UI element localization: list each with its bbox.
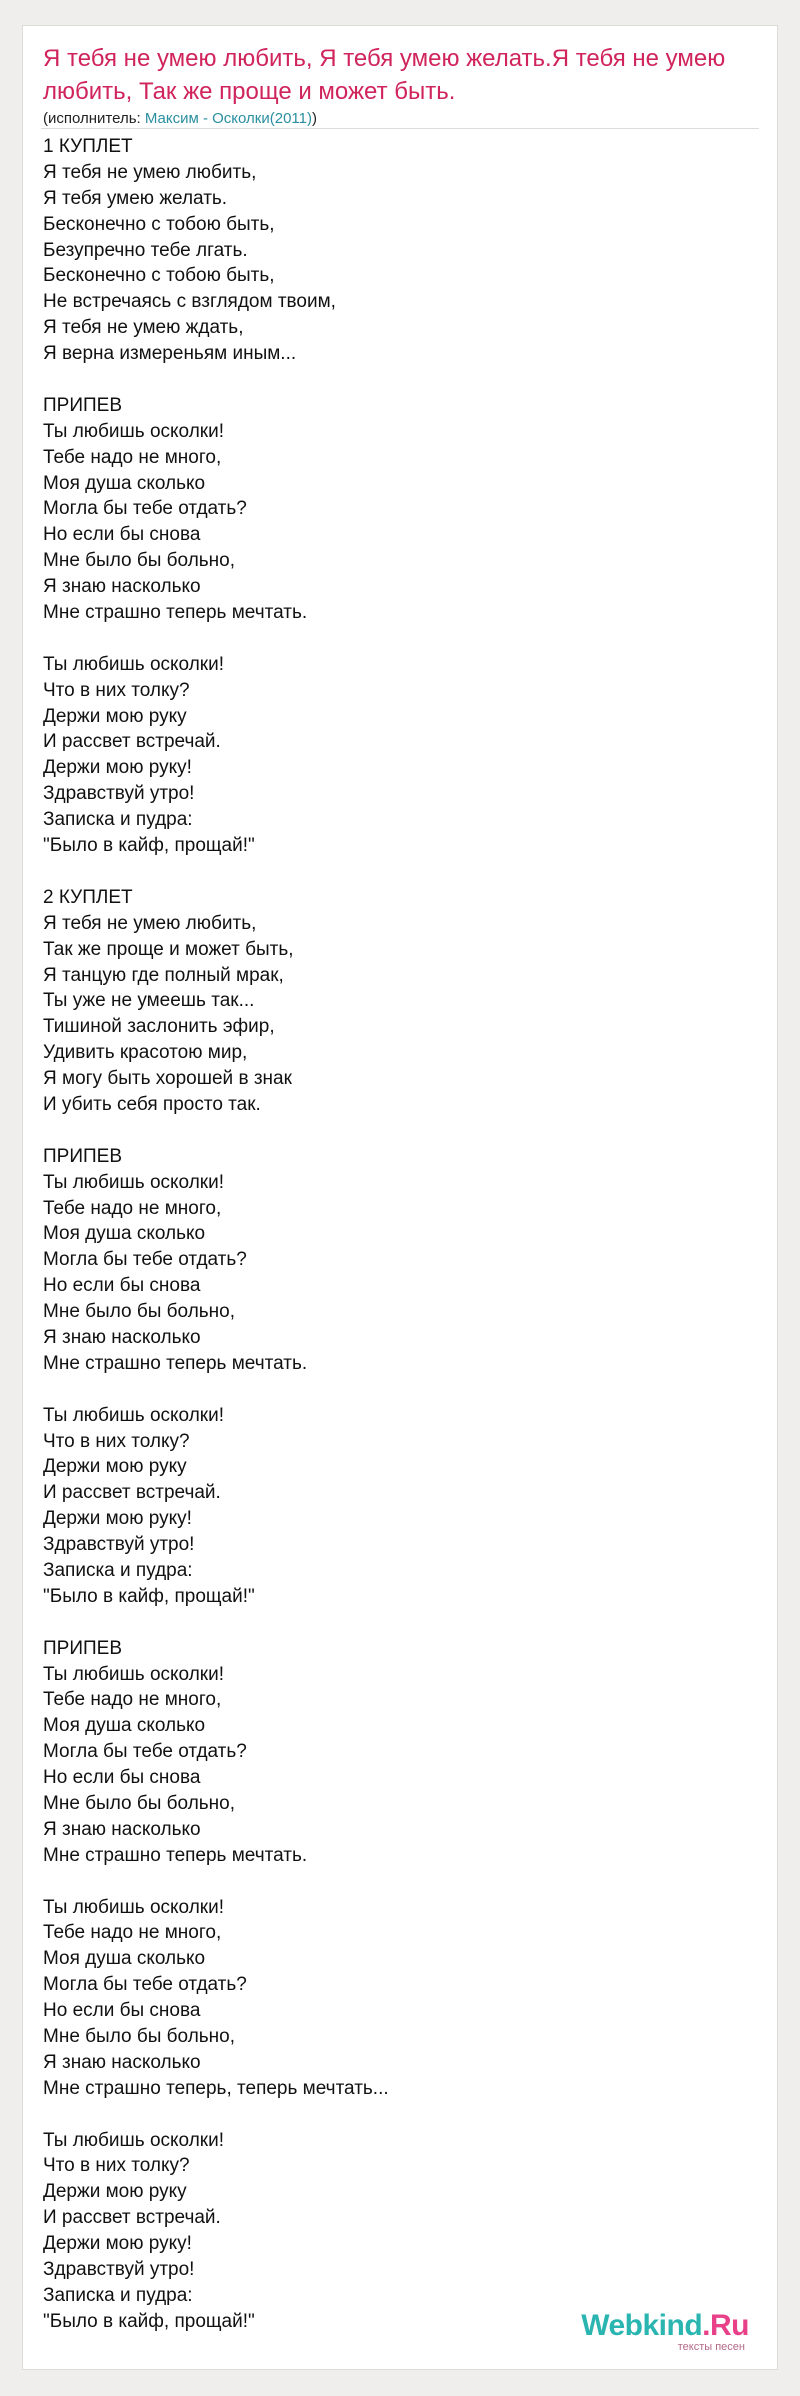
lyric-line: Не встречаясь с взглядом твоим, — [43, 291, 336, 313]
lyric-line: И рассвет встречай. — [43, 2207, 221, 2229]
lyric-line: Здравствуй утро! — [43, 1534, 195, 1556]
lyric-line: Держи мою руку! — [43, 757, 192, 779]
lyric-line: Держи мою руку — [43, 2181, 187, 2203]
lyric-line: Ты любишь осколки! — [43, 1663, 224, 1685]
lyric-line: Ты любишь осколки! — [43, 420, 224, 442]
lyric-line: Могла бы тебе отдать? — [43, 498, 247, 520]
lyric-line: Тебе надо не много, — [43, 1922, 222, 1944]
lyric-line: Я танцую где полный мрак, — [43, 964, 284, 986]
lyric-line: Тебе надо не много, — [43, 1197, 222, 1219]
lyrics-card — [22, 25, 778, 2370]
lyric-line: Мне было бы больно, — [43, 550, 236, 572]
lyric-line: "Было в кайф, прощай!" — [43, 2310, 255, 2332]
lyric-line: Но если бы снова — [43, 1767, 201, 1789]
lyric-line: Я знаю насколько — [43, 576, 201, 598]
lyric-line: 1 КУПЛЕТ — [43, 136, 133, 157]
lyric-line: Что в них толку? — [43, 1430, 190, 1452]
lyric-line: Ты любишь осколки! — [43, 1404, 224, 1426]
logo-name: Webkind — [581, 2309, 703, 2342]
lyric-line: Тебе надо не много, — [43, 1689, 222, 1711]
lyric-line: Записка и пудра: — [43, 1559, 193, 1581]
lyric-line: Записка и пудра: — [43, 809, 193, 831]
song-title: Я тебя не умею любить, Я тебя умею желать.Я тебя не умею любить, Так же проще и может быть. — [43, 45, 726, 105]
lyrics-stanza — [43, 652, 757, 859]
lyrics-stanza — [43, 885, 757, 1118]
lyric-line: Но если бы снова — [43, 1275, 201, 1297]
lyric-line: Моя душа сколько — [43, 1715, 206, 1737]
lyric-line: Мне страшно теперь, теперь мечтать... — [43, 2077, 389, 2099]
lyric-line: Здравствуй утро! — [43, 783, 195, 805]
lyric-line: Ты любишь осколки! — [43, 653, 224, 675]
lyric-line: И убить себя просто так. — [43, 1093, 261, 1115]
lyric-line: Я верна измереньям иным... — [43, 343, 297, 365]
logo-domain: .Ru — [702, 2309, 749, 2342]
header-divider — [41, 128, 759, 129]
lyric-line: Мне было бы больно, — [43, 2026, 236, 2048]
performer-prefix: (исполнитель: — [43, 110, 145, 127]
lyric-line: Держи мою руку — [43, 1456, 187, 1478]
lyric-line: Тебе надо не много, — [43, 446, 222, 468]
performer-line — [43, 110, 767, 127]
lyrics-stanza — [43, 1636, 757, 1869]
lyric-line: Мне было бы больно, — [43, 1793, 236, 1814]
lyric-line: Но если бы снова — [43, 524, 201, 546]
lyric-line: Мне страшно теперь мечтать. — [43, 1352, 308, 1374]
lyric-line: Моя душа сколько — [43, 1223, 206, 1245]
lyric-line: Держи мою руку — [43, 705, 187, 727]
lyric-line: Я тебя умею желать. — [43, 187, 228, 209]
lyric-line: Но если бы снова — [43, 2000, 201, 2022]
lyric-line: "Было в кайф, прощай!" — [43, 1585, 255, 1607]
logo-tagline: тексты песен — [677, 2341, 745, 2353]
lyric-line: Я могу быть хорошей в знак — [43, 1068, 292, 1090]
lyric-line: Мне было бы больно, — [43, 1301, 236, 1323]
lyric-line: ПРИПЕВ — [43, 1145, 122, 1167]
lyric-line: Моя душа сколько — [43, 472, 206, 494]
lyric-line: Удивить красотою мир, — [43, 1042, 248, 1064]
performer-suffix: ) — [311, 110, 317, 127]
lyrics-stanza — [43, 2128, 757, 2335]
lyric-line: ПРИПЕВ — [43, 1637, 122, 1659]
lyric-line: Я тебя не умею ждать, — [43, 317, 244, 339]
lyrics-stanza — [43, 1895, 757, 2102]
lyric-line: Бесконечно с тобою быть, — [43, 213, 275, 235]
lyric-line: Могла бы тебе отдать? — [43, 1974, 247, 1996]
lyrics-stanza — [43, 1144, 757, 1377]
lyric-line: Мне страшно теперь мечтать. — [43, 1844, 308, 1866]
lyric-line: ПРИПЕВ — [43, 394, 122, 416]
lyric-line: Записка и пудра: — [43, 2284, 193, 2306]
lyric-line: Могла бы тебе отдать? — [43, 1741, 247, 1763]
lyric-line: Что в них толку? — [43, 679, 190, 701]
lyric-line: Я тебя не умею любить, — [43, 912, 257, 934]
lyric-line: Могла бы тебе отдать? — [43, 1249, 247, 1271]
performer-link[interactable]: Максим - Осколки(2011) — [144, 110, 312, 127]
lyric-line: Я знаю насколько — [43, 1818, 201, 1840]
lyric-line: Ты любишь осколки! — [43, 1171, 224, 1193]
site-logo[interactable] — [581, 2311, 749, 2353]
lyrics-body — [43, 134, 757, 2361]
lyric-line: Я знаю насколько — [43, 2051, 201, 2073]
lyric-line: 2 КУПЛЕТ — [43, 886, 133, 908]
lyric-line: Я тебя не умею любить, — [43, 161, 257, 183]
lyric-line: "Было в кайф, прощай!" — [43, 835, 255, 857]
lyric-line: Держи мою руку! — [43, 1508, 192, 1530]
lyric-line: Что в них толку? — [43, 2155, 190, 2177]
lyric-line: Безупречно тебе лгать. — [43, 239, 248, 261]
lyric-line: Моя душа сколько — [43, 1948, 206, 1970]
lyric-line: Здравствуй утро! — [43, 2259, 195, 2281]
lyric-line: Мне страшно теперь мечтать. — [43, 602, 308, 624]
lyrics-stanza — [43, 393, 757, 626]
lyric-line: Я знаю насколько — [43, 1326, 201, 1348]
lyric-line: И рассвет встречай. — [43, 731, 221, 753]
lyrics-stanza — [43, 134, 757, 367]
lyric-line: Тишиной заслонить эфир, — [43, 1016, 275, 1038]
lyric-line: И рассвет встречай. — [43, 1482, 221, 1504]
song-header — [43, 42, 767, 127]
lyric-line: Ты любишь осколки! — [43, 1896, 224, 1918]
lyrics-stanza — [43, 1403, 757, 1610]
lyric-line: Ты уже не умеешь так... — [43, 990, 255, 1012]
lyric-line: Так же проще и может быть, — [43, 938, 294, 960]
logo-wordmark — [581, 2311, 749, 2341]
lyric-line: Держи мою руку! — [43, 2233, 192, 2255]
lyric-line: Ты любишь осколки! — [43, 2129, 224, 2151]
lyric-line: Бесконечно с тобою быть, — [43, 265, 275, 287]
